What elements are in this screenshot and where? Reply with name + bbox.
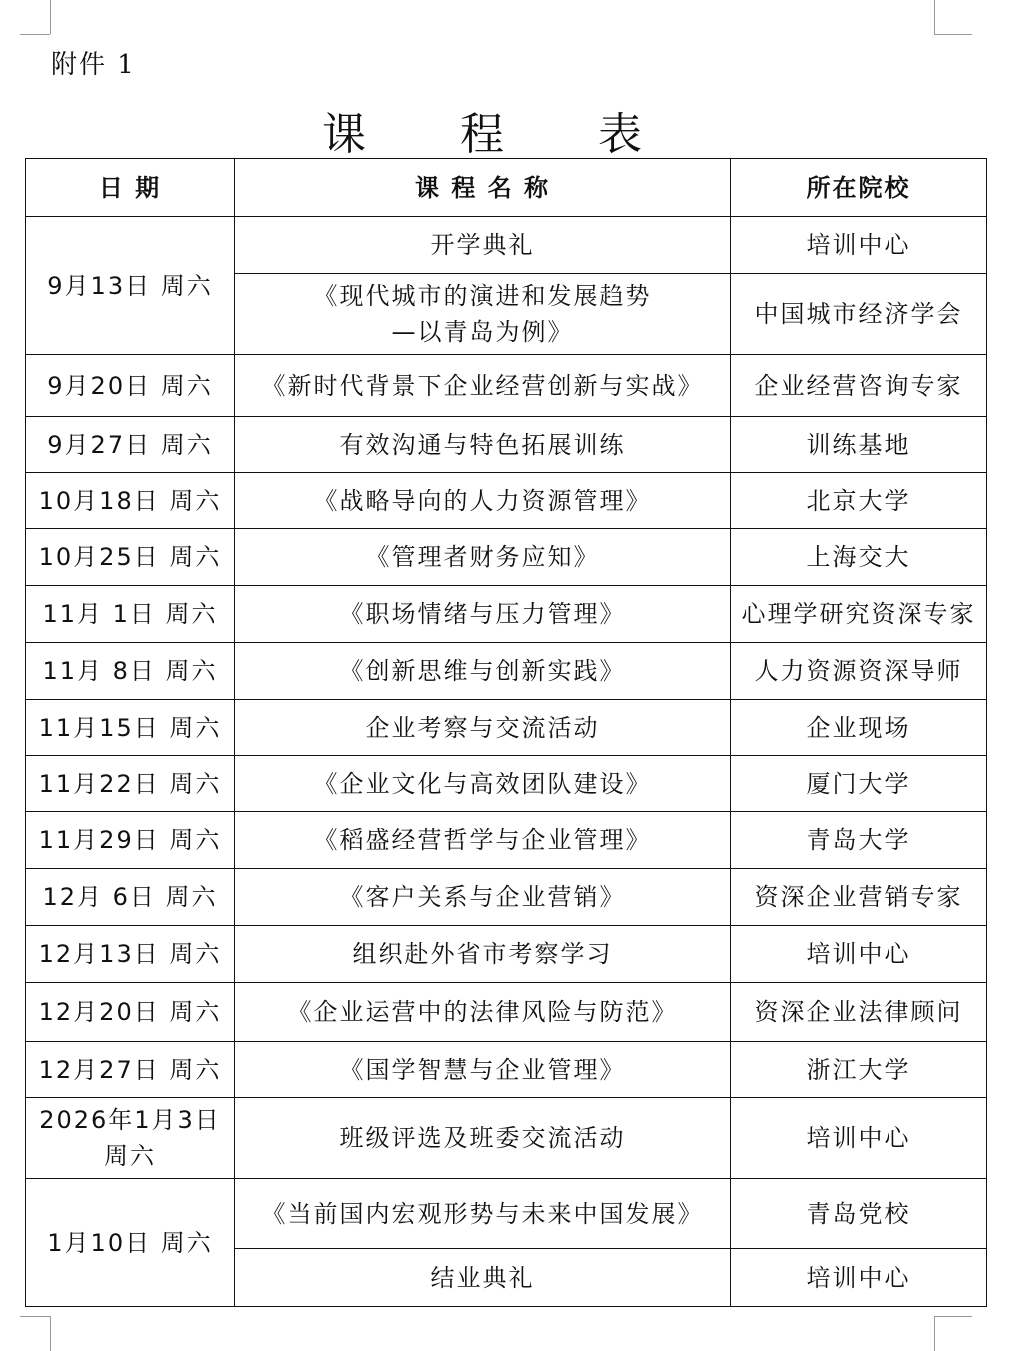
row-course: 企业考察与交流活动 xyxy=(235,700,731,756)
table-row xyxy=(26,926,987,983)
attachment-label: 附件 1 xyxy=(51,50,136,80)
row-institution: 浙江大学 xyxy=(731,1042,987,1098)
row-course: 组织赴外省市考察学习 xyxy=(235,926,731,983)
table-row xyxy=(26,1179,987,1249)
row-course: 《企业文化与高效团队建设》 xyxy=(235,756,731,812)
crop-mark-bottom-left-h xyxy=(20,1316,50,1317)
row-date: 12月20日 周六 xyxy=(26,983,235,1042)
row-date: 9月20日 周六 xyxy=(26,355,235,417)
row-institution: 资深企业营销专家 xyxy=(731,869,987,926)
row-course: 《创新思维与创新实践》 xyxy=(235,643,731,700)
crop-mark-bottom-left-v xyxy=(50,1316,51,1351)
row-institution: 厦门大学 xyxy=(731,756,987,812)
row-institution: 培训中心 xyxy=(731,1249,987,1307)
table-row xyxy=(26,473,987,529)
row-date: 11月 1日 周六 xyxy=(26,586,235,643)
row-course: 结业典礼 xyxy=(235,1249,731,1307)
row-date: 10月18日 周六 xyxy=(26,473,235,529)
row-course: 《稻盛经营哲学与企业管理》 xyxy=(235,812,731,869)
table-row xyxy=(26,700,987,756)
row-course: 开学典礼 xyxy=(235,217,731,274)
row-institution: 企业经营咨询专家 xyxy=(731,355,987,417)
header-institution: 所在院校 xyxy=(731,159,987,217)
row-institution: 人力资源资深导师 xyxy=(731,643,987,700)
row-date: 11月15日 周六 xyxy=(26,700,235,756)
table-row xyxy=(26,643,987,700)
row-course xyxy=(235,274,731,355)
row-date-line2: 周六 xyxy=(104,1142,156,1170)
row-date: 9月27日 周六 xyxy=(26,417,235,473)
row-date: 11月29日 周六 xyxy=(26,812,235,869)
crop-mark-top-left-v xyxy=(50,0,51,34)
row-institution: 培训中心 xyxy=(731,1098,987,1179)
row-date: 1月10日 周六 xyxy=(26,1179,235,1307)
row-date: 11月 8日 周六 xyxy=(26,643,235,700)
row-institution: 青岛大学 xyxy=(731,812,987,869)
row-course: 《职场情绪与压力管理》 xyxy=(235,586,731,643)
row-course: 《战略导向的人力资源管理》 xyxy=(235,473,731,529)
table-row xyxy=(26,812,987,869)
row-date: 11月22日 周六 xyxy=(26,756,235,812)
row-course: 《新时代背景下企业经营创新与实战》 xyxy=(235,355,731,417)
table-row xyxy=(26,756,987,812)
row-institution: 企业现场 xyxy=(731,700,987,756)
schedule-table xyxy=(25,158,987,1307)
row-course: 《客户关系与企业营销》 xyxy=(235,869,731,926)
table-row xyxy=(26,529,987,586)
row-date: 12月27日 周六 xyxy=(26,1042,235,1098)
row-institution: 中国城市经济学会 xyxy=(731,274,987,355)
row-institution: 资深企业法律顾问 xyxy=(731,983,987,1042)
table-row xyxy=(26,217,987,274)
row-institution: 训练基地 xyxy=(731,417,987,473)
table-row xyxy=(26,983,987,1042)
table-header-row xyxy=(26,159,987,217)
row-course: 班级评选及班委交流活动 xyxy=(235,1098,731,1179)
row-date-line1: 2026年1月3日 xyxy=(39,1106,221,1134)
crop-mark-top-right-v xyxy=(934,0,935,34)
row-course: 《国学智慧与企业管理》 xyxy=(235,1042,731,1098)
row-institution: 上海交大 xyxy=(731,529,987,586)
row-institution: 心理学研究资深专家 xyxy=(731,586,987,643)
row-course-line2: —以青岛为例》 xyxy=(391,318,574,346)
table-row xyxy=(26,355,987,417)
row-date xyxy=(26,1098,235,1179)
row-course-line1: 《现代城市的演进和发展趋势 xyxy=(313,282,652,310)
row-date: 12月13日 周六 xyxy=(26,926,235,983)
table-row xyxy=(26,1042,987,1098)
row-course: 有效沟通与特色拓展训练 xyxy=(235,417,731,473)
row-institution: 培训中心 xyxy=(731,926,987,983)
table-row xyxy=(26,1098,987,1179)
row-date: 12月 6日 周六 xyxy=(26,869,235,926)
row-course: 《当前国内宏观形势与未来中国发展》 xyxy=(235,1179,731,1249)
row-institution: 青岛党校 xyxy=(731,1179,987,1249)
crop-mark-bottom-right-v xyxy=(934,1316,935,1351)
crop-mark-top-right-h xyxy=(934,34,972,35)
row-date: 9月13日 周六 xyxy=(26,217,235,355)
header-course: 课 程 名 称 xyxy=(235,159,731,217)
table-row xyxy=(26,586,987,643)
table-row xyxy=(26,417,987,473)
page-title: 课 程 表 xyxy=(322,109,682,160)
row-institution: 培训中心 xyxy=(731,217,987,274)
row-course: 《企业运营中的法律风险与防范》 xyxy=(235,983,731,1042)
table-row xyxy=(26,869,987,926)
crop-mark-bottom-right-h xyxy=(934,1316,972,1317)
row-date: 10月25日 周六 xyxy=(26,529,235,586)
crop-mark-top-left-h xyxy=(20,34,50,35)
row-institution: 北京大学 xyxy=(731,473,987,529)
header-date: 日 期 xyxy=(26,159,235,217)
row-course: 《管理者财务应知》 xyxy=(235,529,731,586)
